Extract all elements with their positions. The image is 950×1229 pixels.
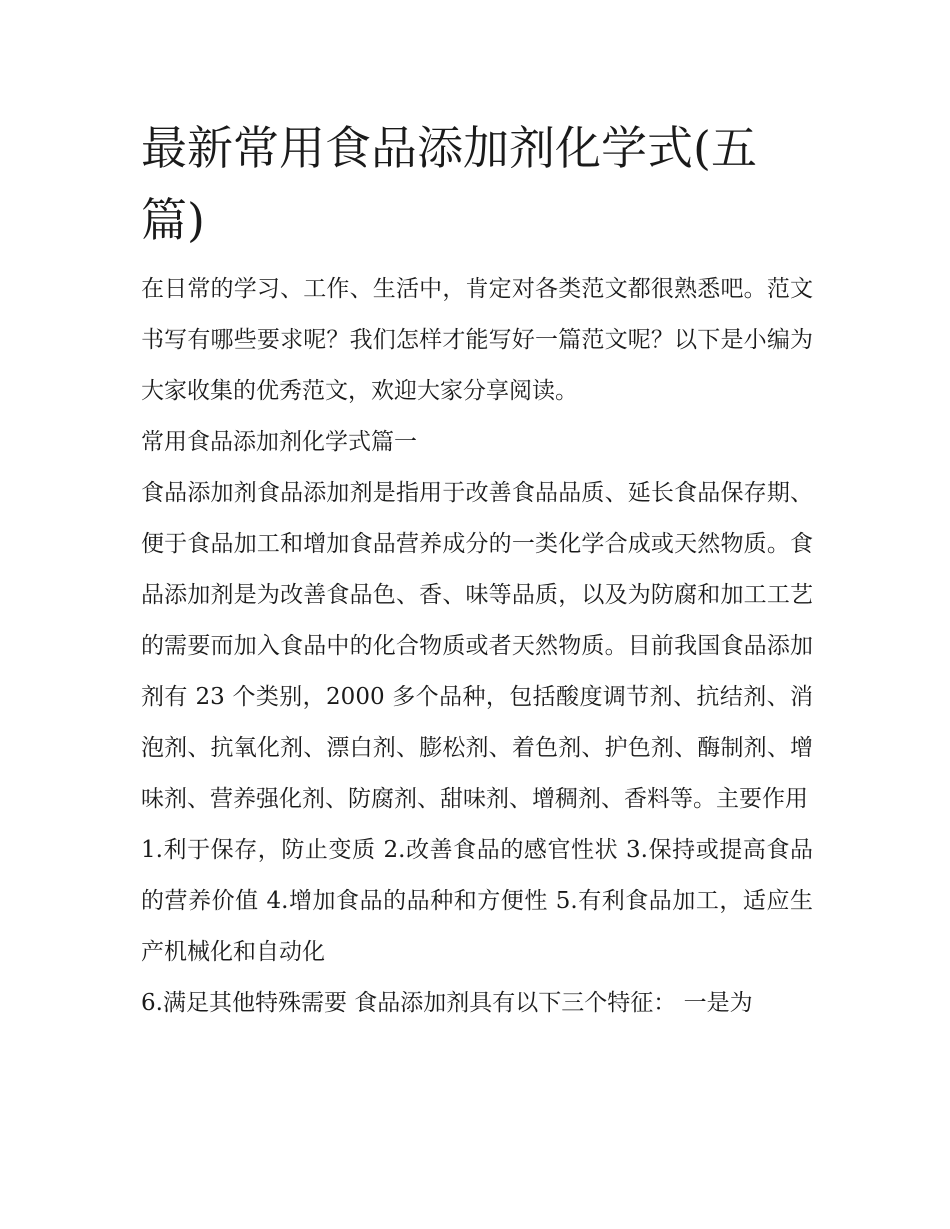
section-heading: 常用食品添加剂化学式篇一 [141,429,417,455]
body-paragraph-3: 6.满足其他特殊需要 食品添加剂具有以下三个特征： 一是为 [141,990,753,1016]
body-paragraph-2: 1.利于保存，防止变质 2.改善食品的感官性状 3.保持或提高食品的营养价值 4.增加食品的品种和方便性 5.有利食品加工，适应生产机械化和自动化 [141,837,813,965]
intro-paragraph: 在日常的学习、工作、生活中，肯定对各类范文都很熟悉吧。范文书写有哪些要求呢？我们怎样才能写好一篇范文呢？以下是小编为大家收集的优秀范文，欢迎大家分享阅读。 [141,276,813,404]
document-page [141,112,813,1029]
body-paragraph-1: 食品添加剂食品添加剂是指用于改善食品品质、延长食品保存期、便于食品加工和增加食品营养成分的一类化学合成或天然物质。食品添加剂是为改善食品色、香、味等品质，以及为防腐和加工工艺的需要而加入食品中的化合物质或者天然物质。目前我国食品添加剂有 23 个类别，2000 多个品种，包括酸度调节剂、抗结剂、消泡剂、抗氧化剂、漂白剂、膨松剂、着色剂、护色剂、酶制剂、增味剂、营养强化剂、防腐剂、甜味剂、增稠剂、香料等。主要作用 [141,480,813,812]
document-title: 最新常用食品添加剂化学式(五篇) [141,121,757,247]
